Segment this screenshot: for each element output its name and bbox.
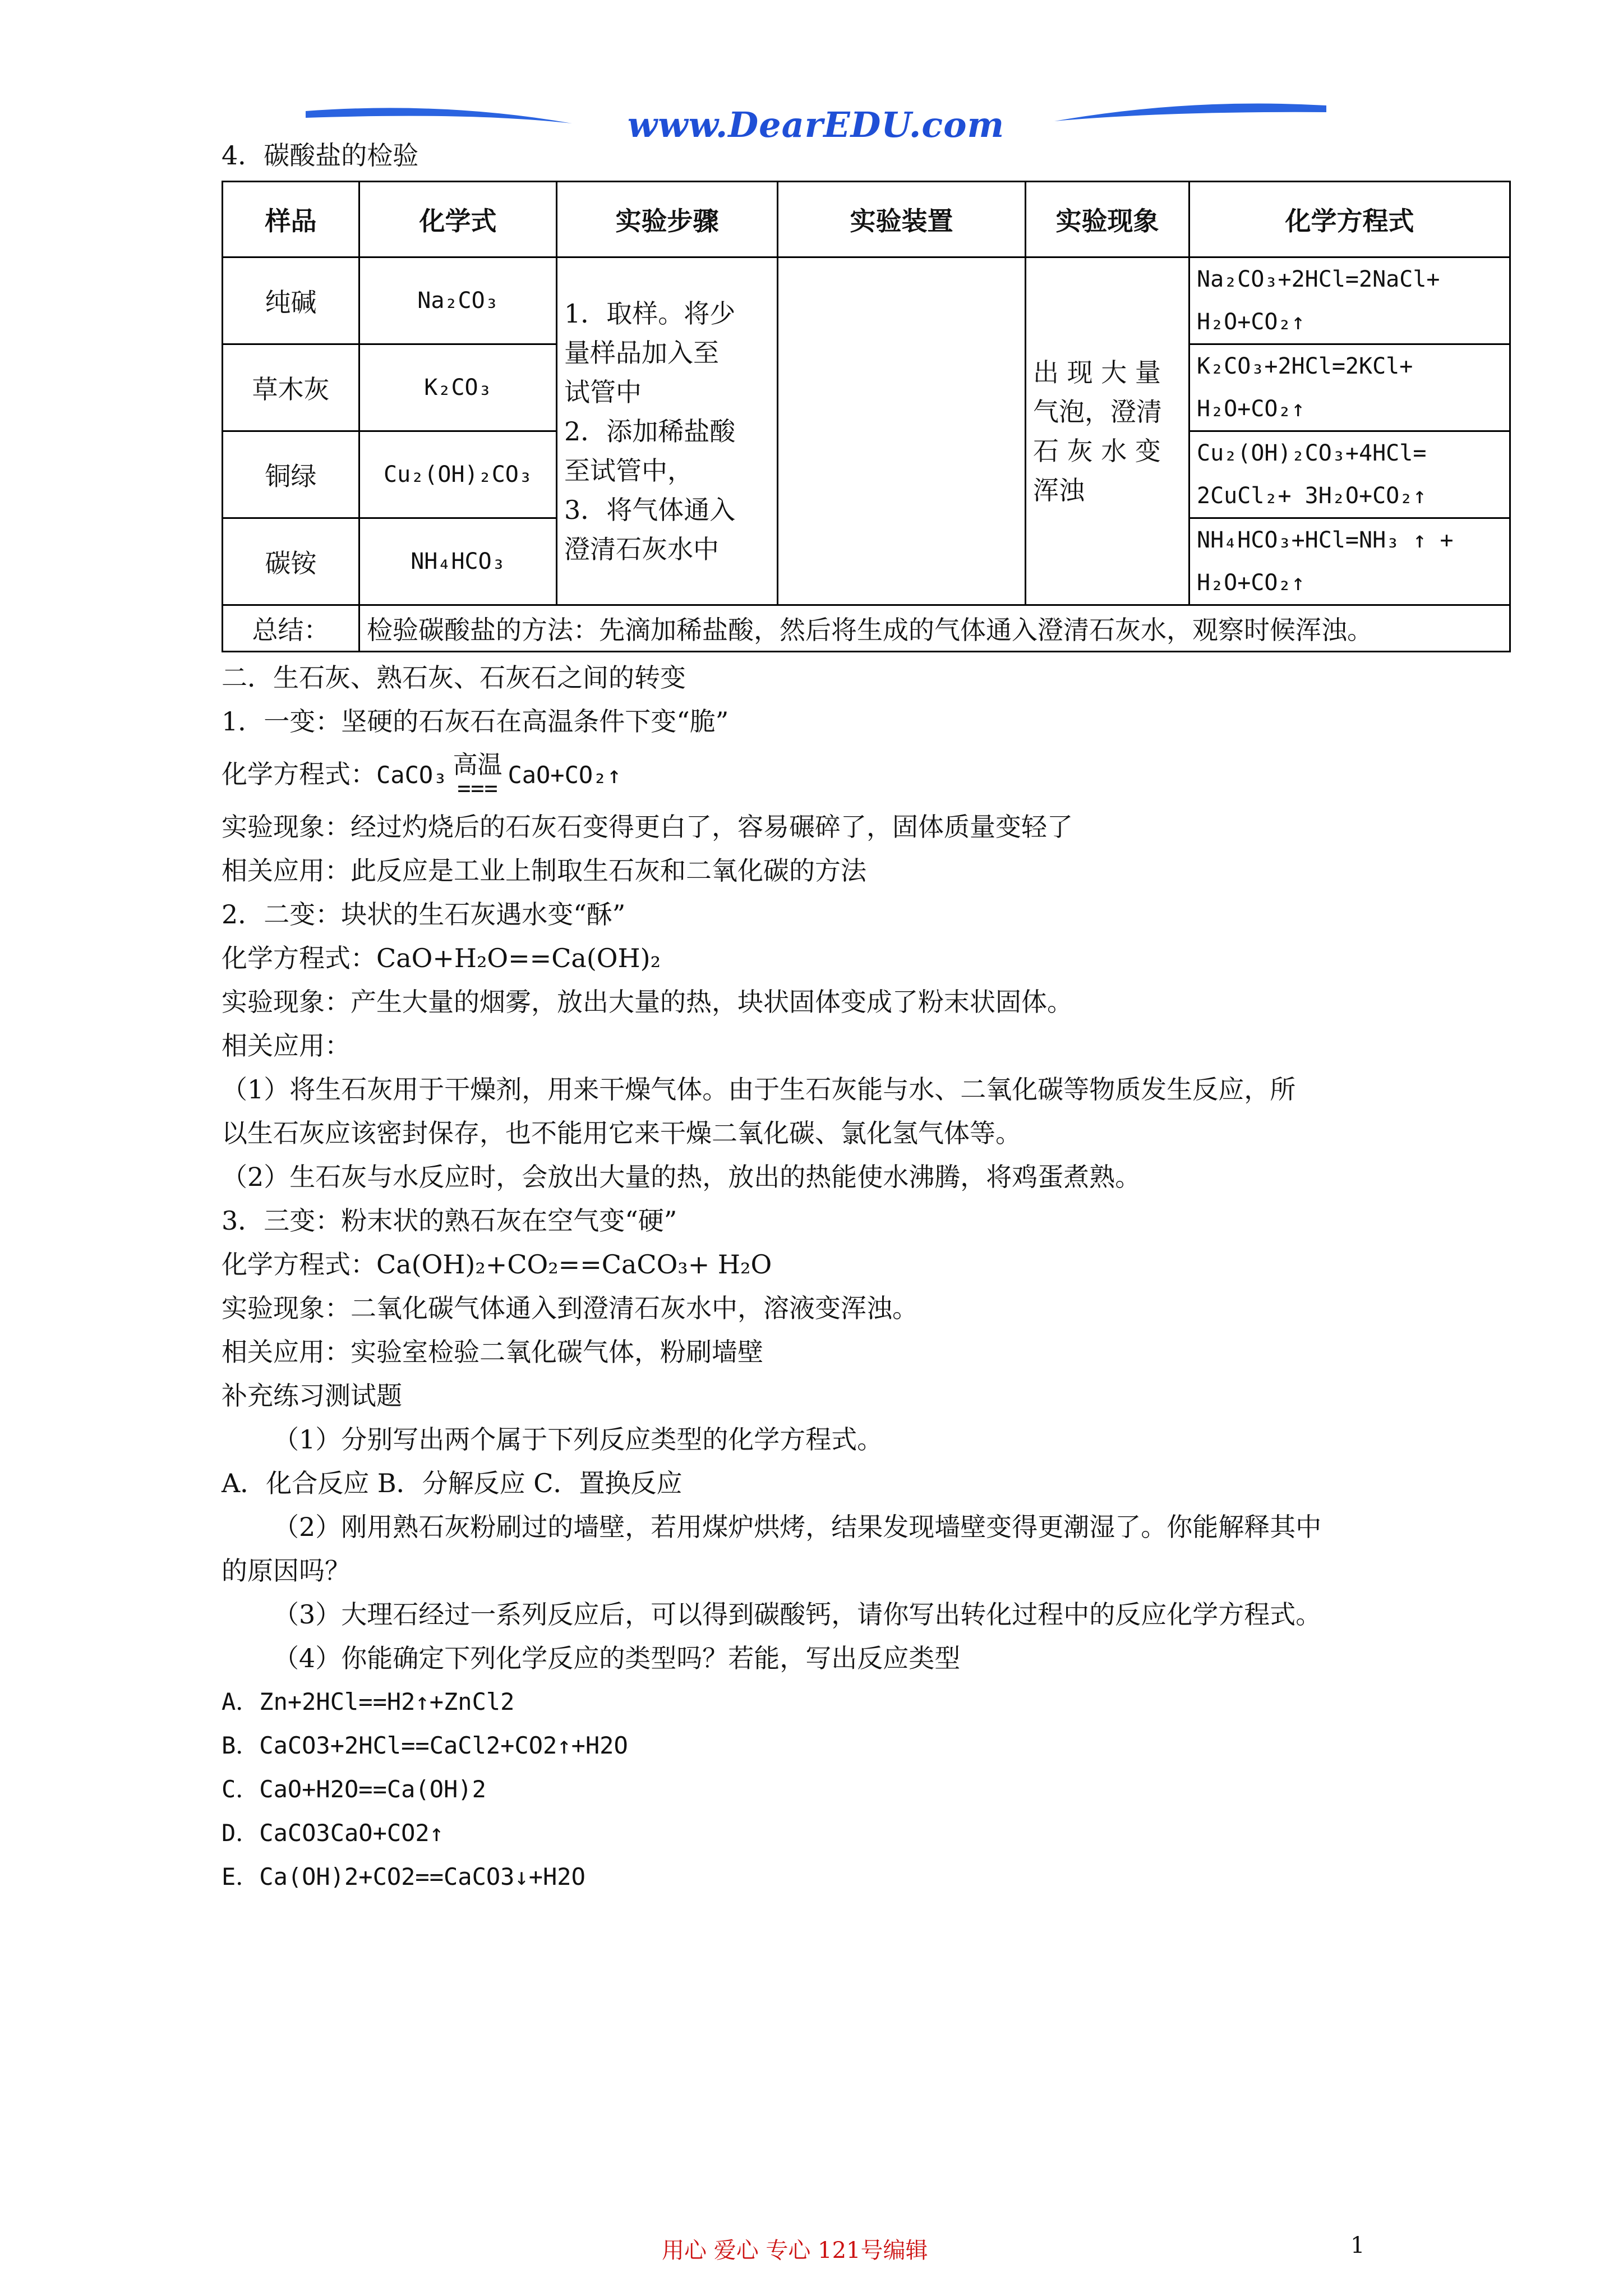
change-3-application: 相关应用：实验室检验二氧化碳气体，粉刷墙壁 <box>222 1337 763 1367</box>
footer-text: 用心 爱心 专心 121号编辑 <box>662 2238 928 2263</box>
equation-cell <box>1189 431 1510 518</box>
change-2-application-1a: （1）将生石灰用于干燥剂，用来干燥气体。由于生石灰能与水、二氧化碳等物质发生反应，所 <box>222 1074 1296 1105</box>
question-4: （4）你能确定下列化学反应的类型吗？若能，写出反应类型 <box>273 1643 961 1673</box>
equation-left: CaCO₃ <box>376 761 448 789</box>
question-1-options: A．化合反应 B．分解反应 C．置换反应 <box>222 1468 683 1498</box>
question-1: （1）分别写出两个属于下列反应类型的化学方程式。 <box>273 1424 883 1455</box>
equation-line: K₂CO₃+2HCl=2KCl+ <box>1197 353 1413 379</box>
question-4-item: B．CaCO3+2HCl==CaCl2+CO2↑+H2O <box>222 1732 628 1759</box>
equation-sign: === <box>457 776 498 802</box>
change-1-equation <box>222 743 1500 805</box>
change-2-equation: 化学方程式：CaO+H₂O==Ca(OH)₂ <box>222 943 661 973</box>
table-header-row <box>223 182 1510 257</box>
equation-line: 2CuCl₂+ 3H₂O+CO₂↑ <box>1197 483 1427 509</box>
change-2-application-label: 相关应用： <box>222 1030 351 1061</box>
header-cell: 样品 <box>223 182 359 257</box>
equation-line: Na₂CO₃+2HCl=2NaCl+ <box>1197 266 1440 292</box>
change-1-application: 相关应用：此反应是工业上制取生石灰和二氧化碳的方法 <box>222 855 866 886</box>
summary-text: 检验碳酸盐的方法：先滴加稀盐酸，然后将生成的气体通入澄清石灰水，观察时候浑浊。 <box>359 605 1510 652</box>
equation-cell <box>1189 344 1510 431</box>
summary-label: 总结： <box>223 605 359 652</box>
observation-line: 出 现 大 量 <box>1033 357 1161 388</box>
equation-cell <box>1189 257 1510 344</box>
formula-cell: NH₄HCO₃ <box>359 518 557 605</box>
summary-row <box>223 605 1510 652</box>
question-4-item: D．CaCO3CaO+CO2↑ <box>222 1819 444 1847</box>
observation-line: 石 灰 水 变 <box>1033 435 1161 466</box>
header-cell: 实验现象 <box>1026 182 1189 257</box>
logo-text: www.DearEDU.com <box>627 104 1005 145</box>
step-line: 试管中 <box>564 376 642 407</box>
sample-cell: 碳铵 <box>223 518 359 605</box>
equation-line: NH₄HCO₃+HCl=NH₃ ↑ + <box>1197 527 1454 553</box>
header-cell: 实验步骤 <box>557 182 778 257</box>
question-4-item: C．CaO+H2O==Ca(OH)2 <box>222 1775 486 1803</box>
carbonate-test-table <box>222 181 1511 652</box>
exercises-title: 补充练习测试题 <box>222 1381 402 1411</box>
document-body <box>222 134 1500 1899</box>
step-line: 至试管中， <box>564 455 693 486</box>
equation-line: Cu₂(OH)₂CO₃+4HCl= <box>1197 440 1427 466</box>
header-cell: 化学方程式 <box>1189 182 1510 257</box>
formula-cell: K₂CO₃ <box>359 344 557 431</box>
observation-line: 气泡，澄清 <box>1033 396 1162 427</box>
observation-line: 浑浊 <box>1033 475 1085 505</box>
question-2-line-2: 的原因吗？ <box>222 1556 351 1586</box>
sample-cell: 铜绿 <box>223 431 359 518</box>
change-1-phenomenon: 实验现象：经过灼烧后的石灰石变得更白了，容易碾碎了，固体质量变轻了 <box>222 812 1073 842</box>
step-line: 3．将气体通入 <box>564 494 736 525</box>
equation-cell <box>1189 518 1510 605</box>
condition-text: 高温 <box>453 751 502 779</box>
change-2-application-2: （2）生石灰与水反应时，会放出大量的热，放出的热能使水沸腾，将鸡蛋煮熟。 <box>222 1162 1141 1192</box>
header-cell: 化学式 <box>359 182 557 257</box>
equation-label: 化学方程式： <box>222 759 376 789</box>
table-row <box>223 257 1510 344</box>
equation-line: H₂O+CO₂↑ <box>1197 396 1305 422</box>
formula-cell: Cu₂(OH)₂CO₃ <box>359 431 557 518</box>
change-2-title: 2．二变：块状的生石灰遇水变“酥” <box>222 899 626 930</box>
step-line: 2．添加稀盐酸 <box>564 416 736 447</box>
change-2-phenomenon: 实验现象：产生大量的烟雾，放出大量的热，块状固体变成了粉末状固体。 <box>222 987 1073 1017</box>
page-number: 1 <box>1350 2233 1365 2258</box>
section-2-title: 二．生石灰、熟石灰、石灰石之间的转变 <box>222 662 686 693</box>
formula-cell: Na₂CO₃ <box>359 257 557 344</box>
section-4-title: 4．碳酸盐的检验 <box>222 140 419 171</box>
sample-cell: 纯碱 <box>223 257 359 344</box>
step-line: 量样品加入至 <box>564 337 719 368</box>
change-1-title: 1．一变：坚硬的石灰石在高温条件下变“脆” <box>222 706 729 737</box>
apparatus-cell <box>778 257 1026 605</box>
equation-right: CaO+CO₂↑ <box>508 761 621 789</box>
header-cell: 实验装置 <box>778 182 1026 257</box>
question-4-item: A．Zn+2HCl==H2↑+ZnCl2 <box>222 1688 515 1715</box>
sample-cell: 草木灰 <box>223 344 359 431</box>
question-3: （3）大理石经过一系列反应后，可以得到碳酸钙，请你写出转化过程中的反应化学方程式。 <box>273 1599 1322 1630</box>
step-line: 澄清石灰水中 <box>564 533 719 564</box>
change-2-application-1b: 以生石灰应该密封保存，也不能用它来干燥二氧化碳、氯化氢气体等。 <box>222 1118 1021 1148</box>
equation-line: H₂O+CO₂↑ <box>1197 309 1305 335</box>
equation-condition <box>453 753 502 800</box>
change-3-title: 3．三变：粉末状的熟石灰在空气变“硬” <box>222 1205 677 1236</box>
steps-cell <box>557 257 778 605</box>
change-3-equation: 化学方程式：Ca(OH)₂+CO₂==CaCO₃+ H₂O <box>222 1249 772 1280</box>
equation-line: H₂O+CO₂↑ <box>1197 570 1305 596</box>
question-4-item: E．Ca(OH)2+CO2==CaCO3↓+H2O <box>222 1863 585 1890</box>
question-2-line-1: （2）刚用熟石灰粉刷过的墙壁，若用煤炉烘烤，结果发现墙壁变得更潮湿了。你能解释其中 <box>273 1512 1322 1542</box>
observation-cell <box>1026 257 1189 605</box>
change-3-phenomenon: 实验现象：二氧化碳气体通入到澄清石灰水中，溶液变浑浊。 <box>222 1293 918 1323</box>
step-line: 1．取样。将少 <box>564 298 736 329</box>
